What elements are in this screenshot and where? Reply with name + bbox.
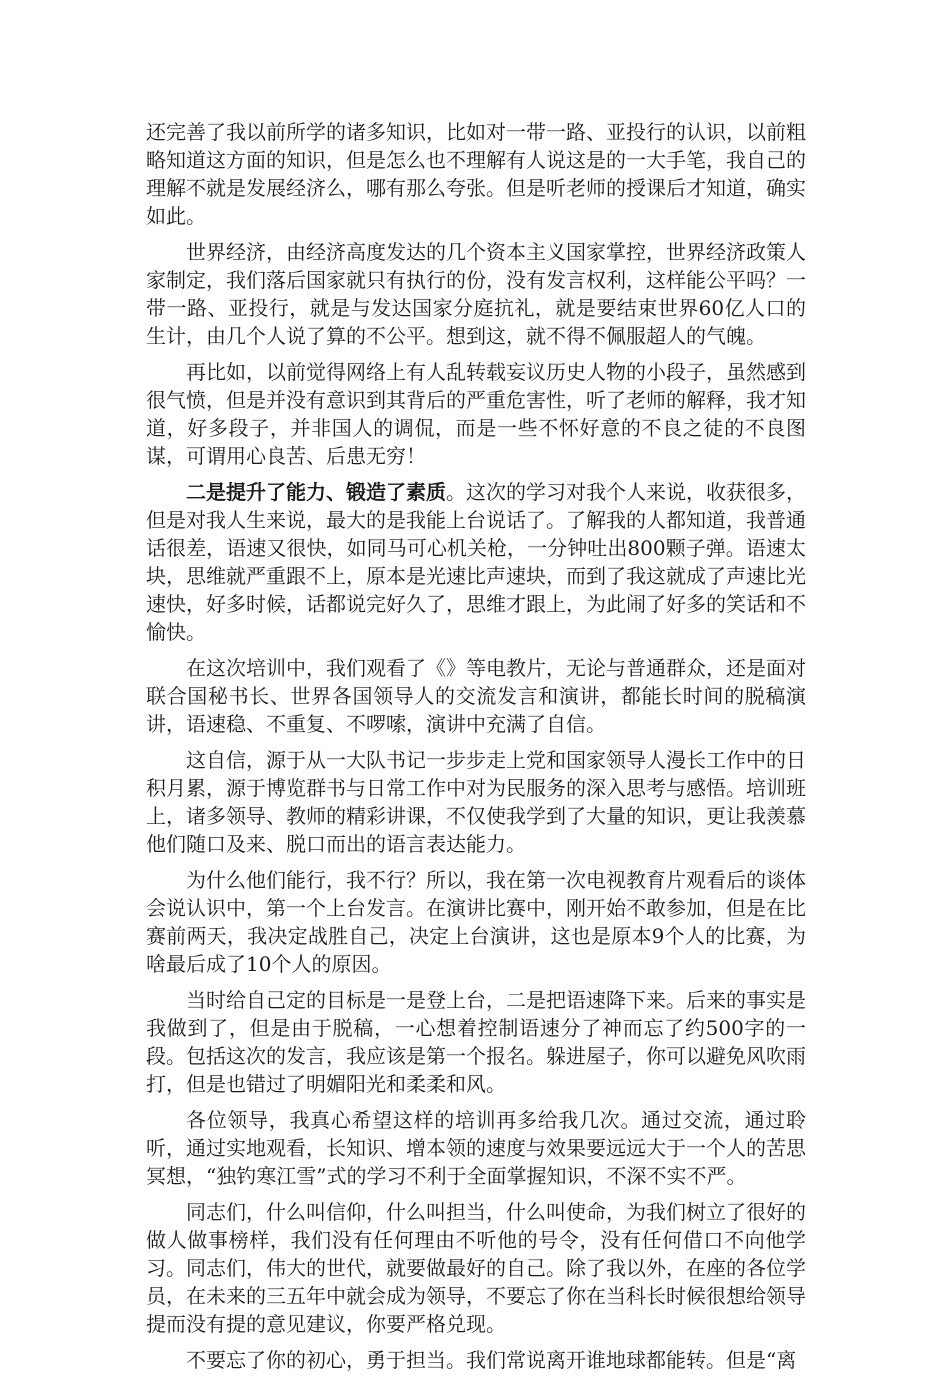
paragraph-7 xyxy=(146,866,806,978)
paragraph-text: 还完善了我以前所学的诸多知识，比如对一带一路、亚投行的认识，以前粗略知道这方面的知识，但是怎么也不理解有人说这是的一大手笔，我自己的理解不就是发展经济么，哪有那么夸张。但是听老师的授课后才知道，确实如此。 xyxy=(146,120,806,228)
paragraph-1 xyxy=(146,118,806,230)
paragraph-text: 当时给自己定的目标是一是登上台，二是把语速降下来。后来的事实是我做到了，但是由于脱稿，一心想着控制语速分了神而忘了约500字的一段。包括这次的发言，我应该是第一个报名。躲进屋子，你可以避免风吹雨打，但是也错过了明媚阳光和柔柔和风。 xyxy=(146,988,806,1096)
paragraph-bold-lead: 二是提升了能力、锻造了素质 xyxy=(186,480,446,504)
paragraph-11 xyxy=(146,1346,806,1374)
paragraph-text: 再比如，以前觉得网络上有人乱转载妄议历史人物的小段子，虽然感到很气愤，但是并没有意识到其背后的严重危害性，听了老师的解释，我才知道，好多段子，并非国人的调侃，而是一些不怀好意的不良之徒的不良图谋，可谓用心良苦、后患无穷！ xyxy=(146,360,806,468)
document-body xyxy=(146,118,806,1382)
paragraph-9 xyxy=(146,1106,806,1190)
paragraph-text: 。这次的学习对我个人来说，收获很多，但是对我人生来说，最大的是我能上台说话了。了解我的人都知道，我普通话很差，语速又很快，如同马可心机关枪，一分钟吐出800颗子弹。语速太块，思维就严重跟不上，原本是光速比声速块，而到了我这就成了声速比光速快，好多时候，话都说完好久了，思维才跟上，为此闹了好多的笑话和不愉快。 xyxy=(146,480,806,644)
paragraph-text: 为什么他们能行，我不行？所以，我在第一次电视教育片观看后的谈体会说认识中，第一个上台发言。在演讲比赛中，刚开始不敢参加，但是在比赛前两天，我决定战胜自己，决定上台演讲，这也是原本9个人的比赛，为啥最后成了10个人的原因。 xyxy=(146,868,806,976)
paragraph-text: 各位领导，我真心希望这样的培训再多给我几次。通过交流，通过聆听，通过实地观看，长知识、增本领的速度与效果要远远大于一个人的苦思冥想，“独钓寒江雪”式的学习不利于全面掌握知识，不深不实不严。 xyxy=(146,1108,806,1188)
paragraph-4 xyxy=(146,478,806,646)
paragraph-text: 这自信，源于从一大队书记一步步走上党和国家领导人漫长工作中的日积月累，源于博览群书与日常工作中对为民服务的深入思考与感悟。培训班上，诸多领导、教师的精彩讲课，不仅使我学到了大量的知识，更让我羡慕他们随口及来、脱口而出的语言表达能力。 xyxy=(146,748,806,856)
paragraph-10 xyxy=(146,1198,806,1338)
paragraph-5 xyxy=(146,654,806,738)
paragraph-text: 世界经济，由经济高度发达的几个资本主义国家掌控，世界经济政策人家制定，我们落后国家就只有执行的份，没有发言权利，这样能公平吗？一带一路、亚投行，就是与发达国家分庭抗礼，就是要结束世界60亿人口的生计，由几个人说了算的不公平。想到这，就不得不佩服超人的气魄。 xyxy=(146,240,806,348)
paragraph-text: 在这次培训中，我们观看了《》等电教片，无论与普通群众，还是面对联合国秘书长、世界各国领导人的交流发言和演讲，都能长时间的脱稿演讲，语速稳、不重复、不啰嗦，演讲中充满了自信。 xyxy=(146,656,806,736)
paragraph-text: 不要忘了你的初心，勇于担当。我们常说离开谁地球都能转。但是“离 xyxy=(186,1348,797,1372)
paragraph-3 xyxy=(146,358,806,470)
paragraph-text: 同志们，什么叫信仰，什么叫担当，什么叫使命，为我们树立了很好的做人做事榜样，我们没有任何理由不听他的号令，没有任何借口不向他学习。同志们，伟大的世代，就要做最好的自己。除了我以外，在座的各位学员，在未来的三五年中就会成为领导，不要忘了你在当科长时候很想给领导提而没有提的意见建议，你要严格兑现。 xyxy=(146,1200,806,1336)
paragraph-8 xyxy=(146,986,806,1098)
paragraph-2 xyxy=(146,238,806,350)
paragraph-6 xyxy=(146,746,806,858)
